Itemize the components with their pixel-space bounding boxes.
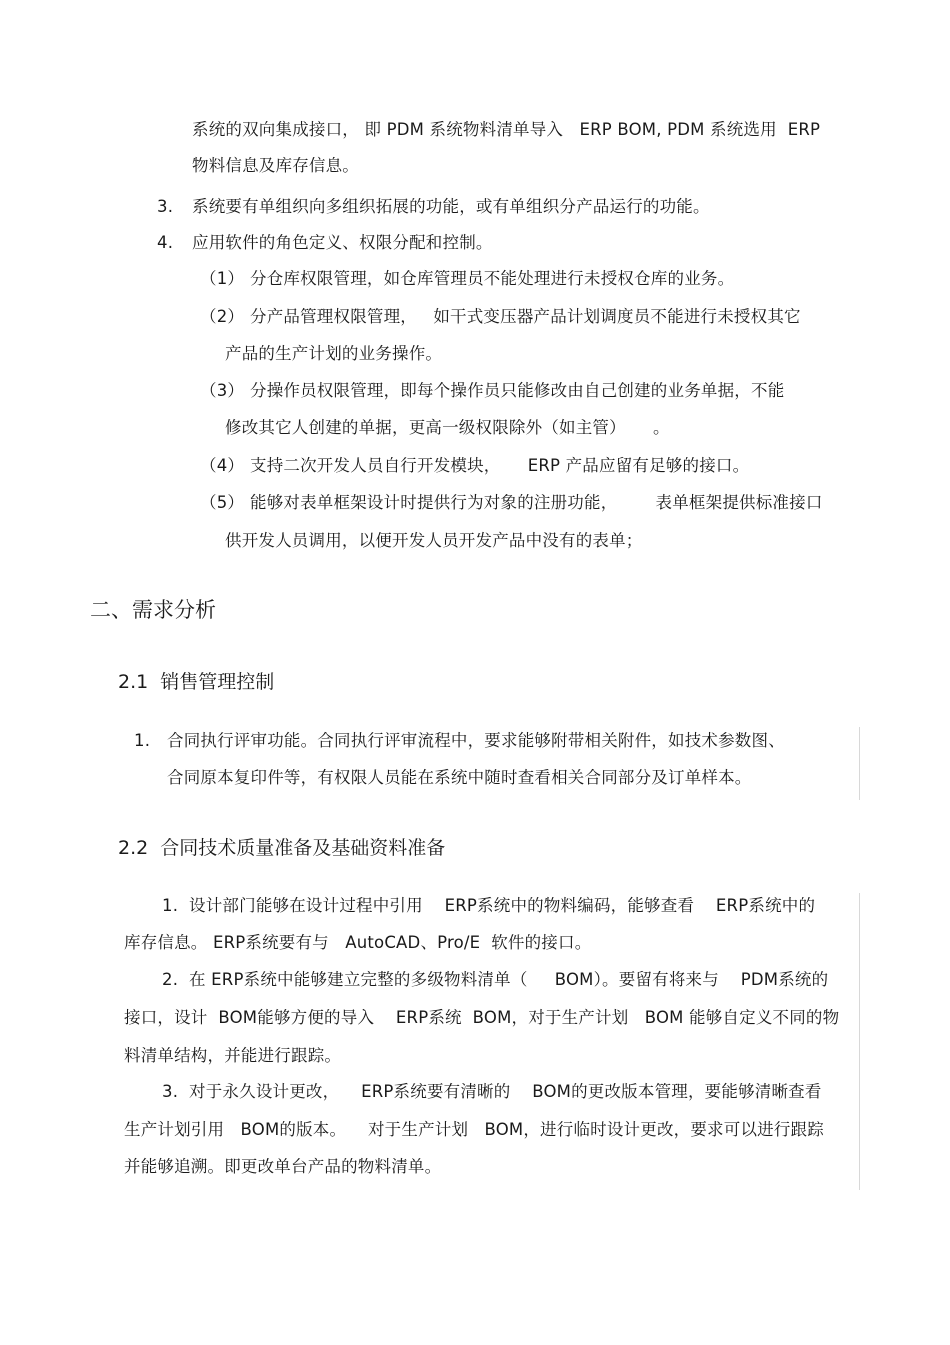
sub-item-text: 能够对表单框架设计时提供行为对象的注册功能， 表单框架提供标准接口 [250,493,823,512]
sub-item-number: （5） [200,493,245,512]
paragraph-line: 合同执行评审功能。合同执行评审流程中，要求能够附带相关附件，如技术参数图、 [167,731,785,750]
sub-item-number: （3） [200,381,245,400]
subsection-heading-2-2: 2.2 合同技术质量准备及基础资料准备 [118,837,446,859]
subsection-heading-2-1: 2.1 销售管理控制 [118,671,275,693]
sub-item-text-cont: 产品的生产计划的业务操作。 [225,344,443,363]
sub-item-text: 分操作员权限管理，即每个操作员只能修改由自己创建的业务单据，不能 [250,381,785,400]
paragraph-line: 并能够追溯。即更改单台产品的物料清单。 [124,1157,442,1176]
list-item-text: 系统要有单组织向多组织拓展的功能，或有单组织分产品运行的功能。 [192,197,710,216]
paragraph-line: 1. 设计部门能够在设计过程中引用 ERP系统中的物料编码，能够查看 ERP系统中的 [162,896,816,915]
paragraph-line: 2. 在 ERP系统中能够建立完整的多级物料清单（ BOM）。要留有将来与 PDM系统的 [162,970,829,989]
intro-line-2: 物料信息及库存信息。 [192,156,359,175]
paragraph-line: 生产计划引用 BOM的版本。 对于生产计划 BOM，进行临时设计更改，要求可以进行跟踪 [124,1120,824,1139]
margin-rule [859,893,860,1190]
paragraph-line: 接口，设计 BOM能够方便的导入 ERP系统 BOM，对于生产计划 BOM 能够自定义不同的物 [124,1008,840,1027]
sub-item-number: （4） [200,456,245,475]
paragraph-line: 料清单结构，并能进行跟踪。 [124,1046,342,1065]
sub-item-text-cont: 供开发人员调用，以便开发人员开发产品中没有的表单； [225,531,643,550]
sub-item-text: 分仓库权限管理，如仓库管理员不能处理进行未授权仓库的业务。 [250,269,735,288]
list-item-number: 4. [157,233,174,252]
sub-item-text: 支持二次开发人员自行开发模块， ERP 产品应留有足够的接口。 [250,456,750,475]
sub-item-text-cont: 修改其它人创建的单据，更高一级权限除外（如主管） 。 [225,418,670,437]
sub-item-number: （2） [200,307,245,326]
list-item-number: 1. [134,731,151,750]
sub-item-text: 分产品管理权限管理， 如干式变压器产品计划调度员不能进行未授权其它 [250,307,801,326]
sub-item-number: （1） [200,269,245,288]
paragraph-line: 合同原本复印件等，有权限人员能在系统中随时查看相关合同部分及订单样本。 [167,768,752,787]
list-item-number: 3. [157,197,174,216]
list-item-text: 应用软件的角色定义、权限分配和控制。 [192,233,493,252]
margin-rule [859,727,860,800]
paragraph-line: 3. 对于永久设计更改， ERP系统要有清晰的 BOM的更改版本管理，要能够清晰查看 [162,1082,822,1101]
section-heading: 二、需求分析 [90,598,216,622]
intro-line-1: 系统的双向集成接口， 即 PDM 系统物料清单导入 ERP BOM, PDM 系统选用 ERP [192,120,821,139]
paragraph-line: 库存信息。 ERP系统要有与 AutoCAD、Pro/E 软件的接口。 [124,933,592,952]
